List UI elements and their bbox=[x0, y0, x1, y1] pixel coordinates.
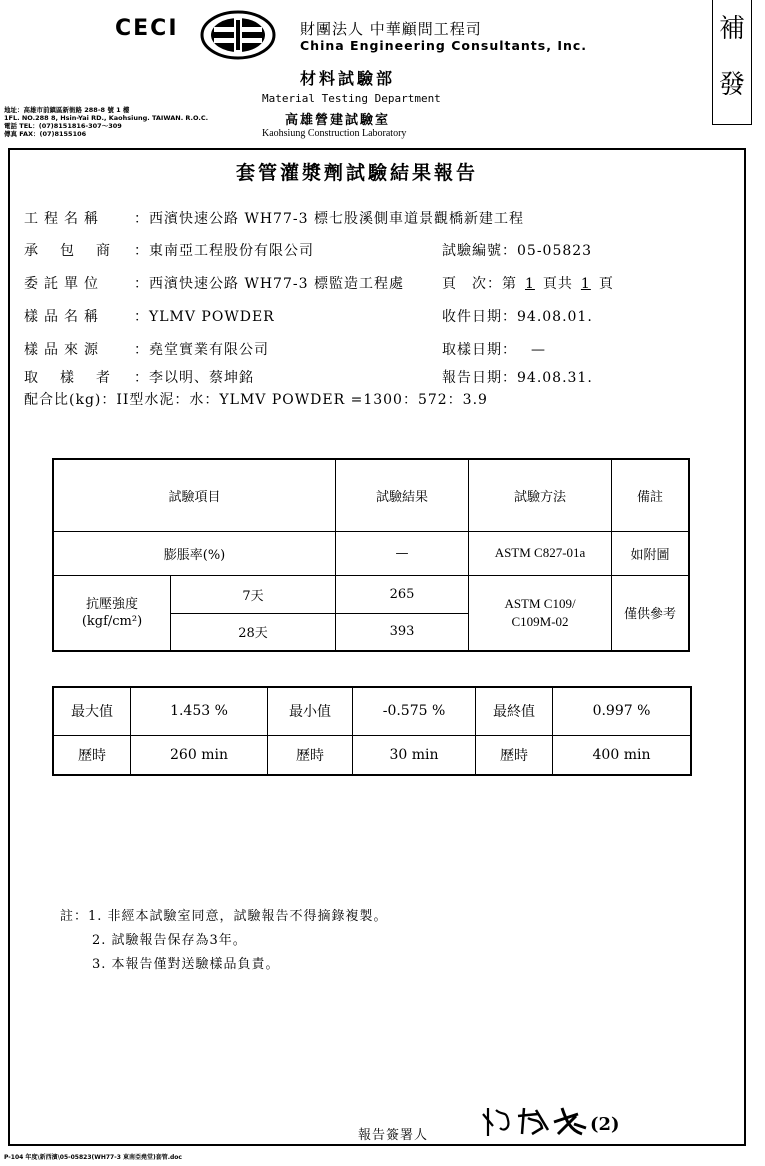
note-item: 2. 試驗報告保存為3年。 bbox=[92, 933, 247, 948]
lab-name-cn: 高雄營建試驗室 bbox=[285, 113, 391, 128]
dept-name-en: Material Testing Department bbox=[262, 92, 441, 105]
table-cell: 僅供參考 bbox=[612, 575, 689, 651]
table-cell: 393 bbox=[336, 613, 469, 651]
test-results-table bbox=[52, 458, 690, 652]
field-value: 西濱快速公路 WH77-3 標七股溪側車道景觀橋新建工程 bbox=[149, 211, 524, 227]
logo-text: CECI bbox=[115, 16, 179, 41]
table-cell: ASTM C109/ C109M-02 bbox=[469, 575, 612, 651]
address-line: 地址：高雄市前鎮區新衙路 288-8 號 1 樓 bbox=[4, 106, 130, 114]
file-path-footer: P-104 年度\新西濱\05-05823(WH77-3 東南亞堯堂)套管.doc bbox=[4, 1154, 182, 1161]
field-report-date: 報告日期：94.08.31. bbox=[442, 370, 593, 386]
table-cell: 1.453 % bbox=[131, 687, 268, 735]
field-contractor: 承包商 ：東南亞工程股份有限公司 bbox=[24, 240, 314, 260]
table-cell: 歷時 bbox=[476, 735, 553, 775]
table-header: 試驗方法 bbox=[469, 459, 612, 531]
field-label: 配合比(kg) bbox=[24, 392, 102, 408]
expansion-summary-table bbox=[52, 686, 692, 776]
field-received-date: 收件日期：94.08.01. bbox=[442, 309, 593, 325]
table-row bbox=[53, 735, 691, 775]
table-cell: 膨脹率(%) bbox=[53, 531, 336, 575]
report-title: 套管灌漿劑試驗結果報告 bbox=[236, 162, 479, 184]
table-cell bbox=[53, 575, 171, 651]
field-client: 委託單位 ：西濱快速公路 WH77-3 標監造工程處 bbox=[24, 273, 404, 293]
table-cell: — bbox=[336, 531, 469, 575]
page-suffix: 頁 bbox=[598, 276, 614, 292]
stamp-char: 補 bbox=[718, 14, 745, 44]
table-cell: 28天 bbox=[171, 613, 336, 651]
field-label: 承包商 bbox=[24, 243, 132, 259]
table-cell: 30 min bbox=[353, 735, 476, 775]
field-sampler: 取樣者 ：李以明、蔡坤銘 bbox=[24, 367, 254, 387]
page-current: 1 bbox=[525, 276, 535, 292]
strength-unit: (kgf/cm²) bbox=[81, 613, 143, 629]
signatory-label: 報告簽署人 bbox=[358, 1128, 429, 1143]
field-sampled-date: 取樣日期： — bbox=[442, 342, 546, 358]
logo-globe-icon bbox=[200, 10, 276, 60]
page-mid: 頁共 bbox=[542, 276, 573, 292]
field-value: 東南亞工程股份有限公司 bbox=[149, 243, 314, 259]
lab-name-en: Kaohsiung Construction Laboratory bbox=[262, 128, 407, 139]
notes-prefix: 註： bbox=[60, 909, 89, 924]
field-mix-ratio: 配合比(kg)：II型水泥：水：YLMV POWDER =1300：572：3.9 bbox=[24, 392, 488, 408]
table-row bbox=[53, 531, 689, 575]
dept-name-cn: 材料試驗部 bbox=[300, 69, 396, 88]
field-label: 報告日期 bbox=[442, 370, 502, 386]
page-prefix: 第 bbox=[502, 276, 517, 292]
field-test-no: 試驗編號：05-05823 bbox=[442, 243, 593, 259]
table-cell: 歷時 bbox=[53, 735, 131, 775]
signature-mark: (2) bbox=[590, 1114, 620, 1135]
table-header: 試驗結果 bbox=[336, 459, 469, 531]
field-sample-name: 樣品名稱 ：YLMV POWDER bbox=[24, 306, 275, 326]
field-value: YLMV POWDER bbox=[149, 309, 275, 325]
field-value: II型水泥：水：YLMV POWDER =1300：572：3.9 bbox=[116, 392, 488, 408]
note-item: 1. 非經本試驗室同意，試驗報告不得摘錄複製。 bbox=[88, 909, 388, 924]
company-name-cn: 財團法人 中華顧問工程司 bbox=[300, 20, 482, 38]
field-label: 樣品來源 bbox=[24, 342, 104, 358]
table-cell: 最終值 bbox=[476, 687, 553, 735]
handwritten-signature bbox=[478, 1104, 628, 1138]
table-cell: 歷時 bbox=[268, 735, 353, 775]
table-cell: 最大值 bbox=[53, 687, 131, 735]
notes-block bbox=[60, 905, 388, 977]
address-line: 1FL. NO.288 8, Hsin-Yai RD., Kaohsiung. TAIWAN. R.O.C. bbox=[4, 114, 209, 122]
table-header-row bbox=[53, 459, 689, 531]
field-value: 李以明、蔡坤銘 bbox=[149, 370, 254, 386]
table-row bbox=[53, 687, 691, 735]
table-cell: 如附圖 bbox=[612, 531, 689, 575]
field-label: 委託單位 bbox=[24, 276, 104, 292]
table-cell: ASTM C827-01a bbox=[469, 531, 612, 575]
reissue-stamp bbox=[712, 0, 752, 125]
field-value: 西濱快速公路 WH77-3 標監造工程處 bbox=[149, 276, 404, 292]
field-value: — bbox=[531, 342, 546, 358]
table-cell: 265 bbox=[336, 575, 469, 613]
field-label: 工程名稱 bbox=[24, 211, 104, 227]
field-label: 試驗編號 bbox=[442, 243, 502, 259]
field-value: 05-05823 bbox=[517, 243, 593, 259]
strength-label: 抗壓強度 bbox=[85, 596, 138, 612]
field-value: 94.08.01. bbox=[517, 309, 593, 325]
phone-line: 電話 TEL：(07)8151816-307～309 bbox=[4, 122, 122, 130]
page-total: 1 bbox=[580, 276, 591, 292]
field-value: 堯堂實業有限公司 bbox=[149, 342, 269, 358]
company-name-en: China Engineering Consultants, Inc. bbox=[300, 38, 588, 53]
table-cell: 7天 bbox=[171, 575, 336, 613]
address-block bbox=[4, 106, 244, 138]
field-page: 頁 次：第 1 頁共 1 頁 bbox=[442, 276, 614, 292]
stamp-char: 發 bbox=[718, 70, 745, 100]
table-header: 試驗項目 bbox=[53, 459, 336, 531]
fax-line: 傳真 FAX：(07)8155106 bbox=[4, 130, 87, 138]
table-row bbox=[53, 575, 689, 613]
field-sample-source: 樣品來源 ：堯堂實業有限公司 bbox=[24, 339, 269, 359]
table-cell: 400 min bbox=[553, 735, 692, 775]
field-value: 94.08.31. bbox=[517, 370, 593, 386]
table-header: 備註 bbox=[612, 459, 689, 531]
table-cell: -0.575 % bbox=[353, 687, 476, 735]
field-label: 取樣日期 bbox=[442, 342, 502, 358]
field-label: 取樣者 bbox=[24, 370, 132, 386]
field-label: 收件日期 bbox=[442, 309, 502, 325]
table-cell: 最小值 bbox=[268, 687, 353, 735]
field-label: 樣品名稱 bbox=[24, 309, 104, 325]
note-item: 3. 本報告僅對送驗樣品負責。 bbox=[92, 957, 280, 972]
table-cell: 0.997 % bbox=[553, 687, 692, 735]
field-label: 頁 次 bbox=[442, 276, 487, 292]
field-project-name: 工程名稱 ：西濱快速公路 WH77-3 標七股溪側車道景觀橋新建工程 bbox=[24, 208, 524, 228]
table-cell: 260 min bbox=[131, 735, 268, 775]
